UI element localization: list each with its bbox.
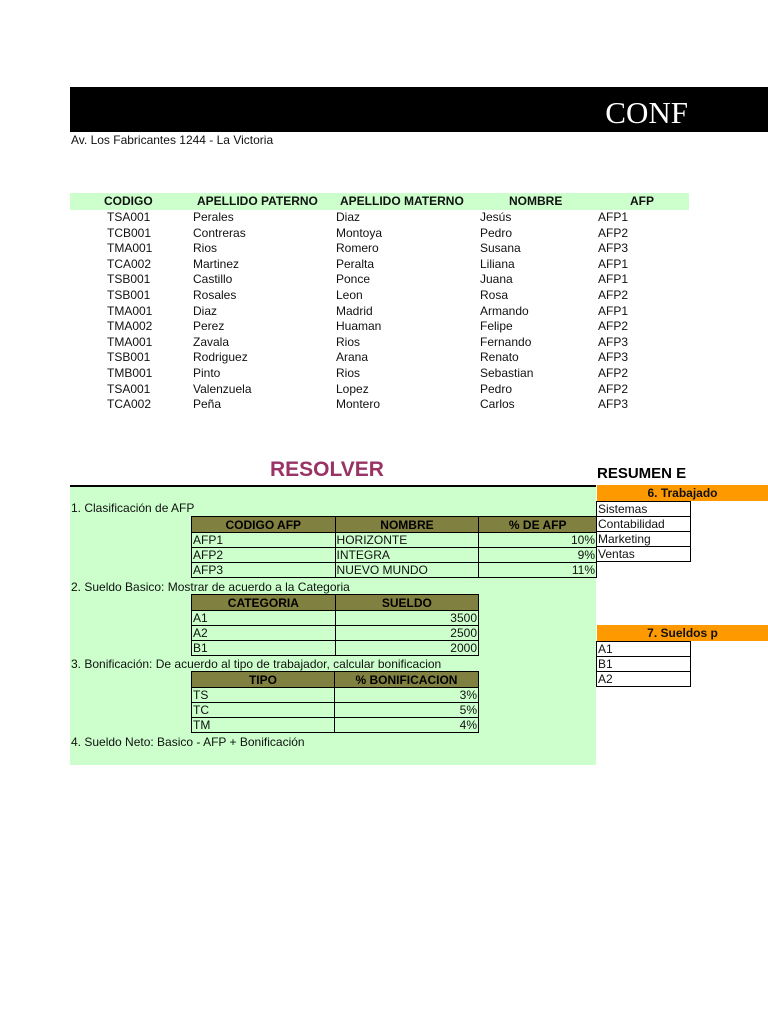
employee-table-header (70, 193, 689, 210)
table-row (70, 304, 690, 320)
header-nombre: NOMBRE (509, 194, 563, 208)
category-code[interactable]: B1 (192, 641, 336, 656)
employee-apellido-materno[interactable]: Ponce (336, 272, 371, 287)
employee-apellido-paterno[interactable]: Contreras (193, 225, 246, 240)
employee-apellido-materno[interactable]: Diaz (336, 210, 361, 224)
employee-code[interactable]: TMA001 (107, 334, 153, 349)
employee-apellido-paterno[interactable]: Rios (193, 241, 218, 256)
item-sueldo-neto: 4. Sueldo Neto: Basico - AFP + Bonificación (71, 735, 305, 749)
table-row (192, 626, 479, 641)
afp-percent[interactable]: 9% (479, 548, 597, 563)
category-salary[interactable]: 2500 (335, 626, 478, 641)
employee-apellido-paterno[interactable]: Perales (193, 210, 234, 224)
item-bonificacion: 3. Bonificación: De acuerdo al tipo de trabajador, calcular bonificacion (71, 657, 442, 671)
summary-item[interactable]: A2 (597, 672, 691, 687)
category-code[interactable]: A1 (192, 611, 336, 626)
resumen-title: RESUMEN E (597, 465, 687, 482)
employee-apellido-materno[interactable]: Arana (336, 350, 369, 365)
employee-nombre[interactable]: Jesús (480, 210, 512, 224)
employee-apellido-materno[interactable]: Peralta (336, 256, 375, 271)
header-apellido-materno: APELLIDO MATERNO (340, 194, 464, 208)
table-row (192, 703, 479, 718)
employee-apellido-materno[interactable]: Montoya (336, 225, 383, 240)
employee-afp[interactable]: AFP2 (598, 319, 629, 334)
category-code[interactable]: A2 (192, 626, 336, 641)
employee-apellido-materno[interactable]: Montero (336, 397, 381, 412)
afp-name[interactable]: INTEGRA (335, 548, 479, 563)
afp-header-code: CODIGO AFP (192, 517, 336, 533)
employee-code[interactable]: TMB001 (107, 366, 153, 380)
afp-name[interactable]: NUEVO MUNDO (335, 563, 479, 578)
table-row (70, 272, 690, 288)
table-row (70, 210, 690, 226)
bonus-table (191, 671, 479, 733)
employee-apellido-paterno[interactable]: Rosales (193, 288, 237, 302)
employee-code[interactable]: TSA001 (107, 381, 151, 396)
section7-header: 7. Sueldos p (597, 625, 768, 641)
company-address: Av. Los Fabricantes 1244 - La Victoria (71, 133, 274, 147)
employee-apellido-paterno[interactable]: Perez (193, 319, 225, 334)
table-row (70, 226, 690, 242)
header-afp: AFP (630, 194, 654, 208)
salary-summary-list (596, 641, 691, 687)
summary-item[interactable]: Ventas (597, 547, 691, 562)
employee-nombre[interactable]: Sebastian (480, 366, 534, 380)
employee-apellido-paterno[interactable]: Zavala (193, 334, 230, 349)
employee-code[interactable]: TSB001 (107, 350, 151, 365)
worker-type[interactable]: TS (192, 688, 335, 703)
employee-afp[interactable]: AFP2 (598, 366, 629, 380)
employee-afp[interactable]: AFP2 (598, 225, 629, 240)
title-banner (70, 87, 768, 132)
table-row (192, 533, 597, 548)
employee-afp[interactable]: AFP3 (598, 397, 629, 412)
employee-apellido-materno[interactable]: Leon (336, 288, 363, 302)
employee-apellido-paterno[interactable]: Castillo (193, 272, 233, 287)
employee-code[interactable]: TSB001 (107, 288, 151, 302)
worker-type[interactable]: TC (192, 703, 335, 718)
employee-code[interactable]: TSA001 (107, 210, 151, 224)
table-row (70, 366, 690, 382)
table-row (70, 288, 690, 304)
employee-apellido-materno[interactable]: Rios (336, 334, 361, 349)
employee-code[interactable]: TMA001 (107, 303, 153, 318)
afp-name[interactable]: HORIZONTE (335, 533, 479, 548)
employee-afp[interactable]: AFP3 (598, 241, 629, 256)
employee-apellido-paterno[interactable]: Valenzuela (193, 381, 252, 396)
employee-nombre[interactable]: Pedro (480, 225, 513, 240)
item-afp-classification: 1. Clasificación de AFP (71, 501, 195, 515)
salary-header: SUELDO (335, 595, 478, 611)
table-row (192, 548, 597, 563)
employee-afp[interactable]: AFP1 (598, 256, 629, 271)
employee-nombre[interactable]: Fernando (480, 334, 532, 349)
employee-afp[interactable]: AFP1 (598, 272, 629, 287)
bonus-percent[interactable]: 3% (334, 688, 478, 703)
employee-afp[interactable]: AFP2 (598, 288, 629, 302)
employee-code[interactable]: TMA002 (107, 319, 153, 334)
bonus-percent[interactable]: 4% (334, 718, 478, 733)
bonus-percent[interactable]: 5% (334, 703, 478, 718)
header-codigo: CODIGO (104, 194, 153, 208)
afp-percent[interactable]: 10% (479, 533, 597, 548)
table-row (70, 397, 690, 413)
employee-nombre[interactable]: Liliana (480, 256, 515, 271)
employee-apellido-materno[interactable]: Madrid (336, 303, 373, 318)
table-row (70, 350, 690, 366)
employee-apellido-materno[interactable]: Huaman (336, 319, 382, 334)
employee-nombre[interactable]: Pedro (480, 381, 513, 396)
afp-header-percent: % DE AFP (479, 517, 597, 533)
employee-nombre[interactable]: Armando (480, 303, 529, 318)
afp-code[interactable]: AFP2 (192, 548, 336, 563)
category-table (191, 594, 479, 656)
employee-apellido-paterno[interactable]: Pinto (193, 366, 221, 380)
table-row (192, 641, 479, 656)
employee-apellido-paterno[interactable]: Diaz (193, 303, 218, 318)
employee-afp[interactable]: AFP3 (598, 350, 629, 365)
workers-summary-list (596, 501, 691, 562)
worker-type[interactable]: TM (192, 718, 335, 733)
table-row (192, 611, 479, 626)
table-row (70, 382, 690, 398)
employee-apellido-paterno[interactable]: Peña (193, 397, 222, 412)
banner-title: CONF (605, 95, 688, 130)
summary-item[interactable]: Marketing (597, 532, 691, 547)
employee-afp[interactable]: AFP2 (598, 381, 629, 396)
employee-nombre[interactable]: Felipe (480, 319, 513, 334)
employee-code[interactable]: TSB001 (107, 272, 151, 287)
employee-nombre[interactable]: Juana (480, 272, 513, 287)
category-salary[interactable]: 3500 (335, 611, 478, 626)
employee-afp[interactable]: AFP3 (598, 334, 629, 349)
afp-table (191, 516, 597, 578)
afp-header-name: NOMBRE (335, 517, 479, 533)
employee-code[interactable]: TMA001 (107, 241, 153, 256)
employee-nombre[interactable]: Susana (480, 241, 521, 256)
category-header: CATEGORIA (192, 595, 336, 611)
employee-apellido-paterno[interactable]: Martinez (193, 256, 240, 271)
section6-header: 6. Trabajado (597, 485, 768, 501)
employee-nombre[interactable]: Rosa (480, 288, 509, 302)
employee-apellido-materno[interactable]: Romero (336, 241, 379, 256)
table-row (192, 563, 597, 578)
header-apellido-paterno: APELLIDO PATERNO (197, 194, 318, 208)
bonus-header: % BONIFICACION (334, 672, 478, 688)
afp-code[interactable]: AFP1 (192, 533, 336, 548)
employee-code[interactable]: TCA002 (107, 397, 152, 412)
employee-code[interactable]: TCB001 (107, 225, 152, 240)
item-sueldo-basico: 2. Sueldo Basico: Mostrar de acuerdo a la Categoria (71, 580, 350, 594)
employee-nombre[interactable]: Renato (480, 350, 519, 365)
employee-apellido-materno[interactable]: Rios (336, 366, 361, 380)
employee-apellido-materno[interactable]: Lopez (336, 381, 369, 396)
employee-afp[interactable]: AFP1 (598, 210, 629, 224)
afp-percent[interactable]: 11% (479, 563, 597, 578)
summary-item[interactable]: A1 (597, 642, 691, 657)
table-row (70, 335, 690, 351)
employee-code[interactable]: TCA002 (107, 256, 152, 271)
employee-nombre[interactable]: Carlos (480, 397, 515, 412)
table-row (70, 241, 690, 257)
type-header: TIPO (192, 672, 335, 688)
resolver-title: RESOLVER (270, 458, 384, 481)
table-row (192, 688, 479, 703)
category-salary[interactable]: 2000 (335, 641, 478, 656)
afp-code[interactable]: AFP3 (192, 563, 336, 578)
summary-item[interactable]: Sistemas (597, 502, 691, 517)
table-row (70, 319, 690, 335)
table-row (192, 718, 479, 733)
table-row (70, 257, 690, 273)
summary-item[interactable]: Contabilidad (597, 517, 691, 532)
employee-apellido-paterno[interactable]: Rodriguez (193, 350, 248, 365)
summary-item[interactable]: B1 (597, 657, 691, 672)
employee-afp[interactable]: AFP1 (598, 303, 629, 318)
